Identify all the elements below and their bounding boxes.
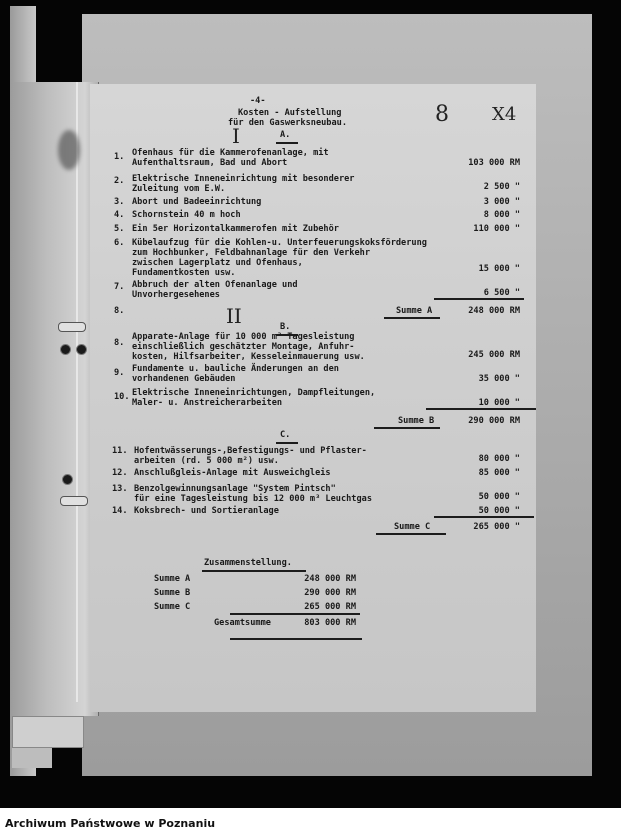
item-amount: 50 000 " [478, 506, 520, 516]
item-amount: 50 000 " [478, 492, 520, 502]
punch-hole [76, 344, 87, 355]
bottom-tab [12, 716, 84, 748]
item-amount: 6 500 " [483, 288, 520, 298]
item-text: Maler- u. Anstreicherarbeiten [132, 398, 283, 408]
item-text: Zuleitung vom E.W. [132, 184, 226, 194]
binder-clip [58, 322, 86, 332]
summary-label: Summe C [154, 602, 191, 612]
item-text: Fundamente u. bauliche Änderungen an den [132, 364, 339, 374]
punch-hole [60, 344, 71, 355]
item-text: arbeiten (rd. 5 000 m²) usw. [134, 456, 279, 466]
item-number: 5. [114, 224, 125, 234]
summary-amount: 265 000 RM [304, 602, 356, 612]
item-number: 13. [112, 484, 128, 494]
title-line-1: Kosten - Aufstellung [238, 108, 342, 118]
item-amount: 8 000 " [483, 210, 520, 220]
heading-underline [276, 442, 298, 444]
subtotal-rule [426, 408, 536, 410]
item-amount: 2 500 " [483, 182, 520, 192]
item-amount: 85 000 " [478, 468, 520, 478]
item-number: 1. [114, 152, 125, 162]
section-sum-label: Summe C [394, 522, 431, 532]
sum-underline [374, 427, 440, 429]
section-heading-a: A. [280, 130, 291, 140]
subtotal-rule [434, 298, 524, 300]
item-amount: 3 000 " [483, 197, 520, 207]
item-amount: 10 000 " [478, 398, 520, 408]
section-sum-amount: 290 000 RM [468, 416, 520, 426]
section-sum-label: Summe A [396, 306, 433, 316]
item-number: 8. [114, 338, 125, 348]
item-text: Elektrische Inneneinrichtungen, Dampfleitungen, [132, 388, 376, 398]
total-label: Gesamtsumme [214, 618, 271, 628]
item-number: 4. [114, 210, 125, 220]
item-text: Ofenhaus für die Kammerofenanlage, mit [132, 148, 329, 158]
sum-underline [376, 533, 446, 535]
item-text: Koksbrech- und Sortieranlage [134, 506, 279, 516]
item-text: vorhandenen Gebäuden [132, 374, 236, 384]
item-number: 10. [114, 392, 130, 402]
item-text: Abort und Badeeinrichtung [132, 197, 262, 207]
total-double-rule [230, 638, 362, 640]
summary-rule [230, 613, 360, 615]
section-sum-amount: 265 000 " [473, 522, 520, 532]
item-text: Hofentwässerungs-,Befestigungs- und Pflaster- [134, 446, 367, 456]
heading-underline [276, 142, 298, 144]
item-text: zum Hochbunker, Feldbahnanlage für den Verkehr [132, 248, 370, 258]
item-text: für eine Tagesleistung bis 12 000 m³ Leuchtgas [134, 494, 372, 504]
item-number: 6. [114, 238, 125, 248]
page-number: -4- [250, 96, 266, 106]
item-amount: 80 000 " [478, 454, 520, 464]
item-amount: 245 000 RM [468, 350, 520, 360]
total-amount: 803 000 RM [304, 618, 356, 628]
punch-hole [62, 474, 73, 485]
subtotal-rule [434, 516, 534, 518]
section-sum-amount: 248 000 RM [468, 306, 520, 316]
document-page [90, 84, 536, 712]
item-number: 7. [114, 282, 125, 292]
item-number: 14. [112, 506, 128, 516]
item-number: 12. [112, 468, 128, 478]
item-text: Kübelaufzug für die Kohlen-u. Unterfeuerungskoksförderung [132, 238, 427, 248]
section-sum-label: Summe B [398, 416, 435, 426]
binder-fold [76, 82, 78, 702]
summary-amount: 290 000 RM [304, 588, 356, 598]
item-text: Schornstein 40 m hoch [132, 210, 241, 220]
summary-heading: Zusammenstellung. [204, 558, 292, 568]
item-amount: 110 000 " [473, 224, 520, 234]
bottom-tab [12, 748, 52, 768]
section-heading-b: B. [280, 322, 291, 332]
binder-stain [58, 130, 80, 170]
item-text: Elektrische Inneneinrichtung mit besonderer [132, 174, 355, 184]
handwritten-marks: X4 [492, 104, 517, 125]
item-amount: 35 000 " [478, 374, 520, 384]
archive-label: Archiwum Państwowe w Poznaniu [5, 817, 216, 830]
binder-clip [60, 496, 88, 506]
item-text: Abbruch der alten Ofenanlage und [132, 280, 298, 290]
item-amount: 15 000 " [478, 264, 520, 274]
item-number: 3. [114, 197, 125, 207]
item-amount: 103 000 RM [468, 158, 520, 168]
item-text: zwischen Lagerplatz und Ofenhaus, [132, 258, 303, 268]
item-text: Fundamentkosten usw. [132, 268, 236, 278]
item-text: Ein 5er Horizontalkammerofen mit Zubehör [132, 224, 339, 234]
sum-underline [384, 317, 440, 319]
handwritten-page-number: 8 [435, 102, 449, 127]
summary-amount: 248 000 RM [304, 574, 356, 584]
item-number: 9. [114, 368, 125, 378]
summary-label: Summe A [154, 574, 191, 584]
handwritten-roman-two: II [226, 304, 242, 328]
summary-heading-underline [202, 570, 306, 572]
item-text: kosten, Hilfsarbeiter, Kesseleinmauerung usw. [132, 352, 365, 362]
item-number: 2. [114, 176, 125, 186]
item-number: 11. [112, 446, 128, 456]
summary-label: Summe B [154, 588, 191, 598]
item-text: Aufenthaltsraum, Bad und Abort [132, 158, 288, 168]
item-text: einschließlich geschätzter Montage, Anfuhr- [132, 342, 355, 352]
title-line-2: für den Gaswerksneubau. [228, 118, 347, 128]
item-text: Benzolgewinnungsanlage "System Pintsch" [134, 484, 336, 494]
item-text: Apparate-Anlage für 10 000 m³ Tagesleistung [132, 332, 355, 342]
item-text: Unvorhergesehenes [132, 290, 220, 300]
section-heading-c: C. [280, 430, 291, 440]
item-number: 8. [114, 306, 125, 316]
binder-cover [12, 82, 99, 716]
handwritten-roman-one: I [232, 124, 240, 148]
item-text: Anschlußgleis-Anlage mit Ausweichgleis [134, 468, 331, 478]
